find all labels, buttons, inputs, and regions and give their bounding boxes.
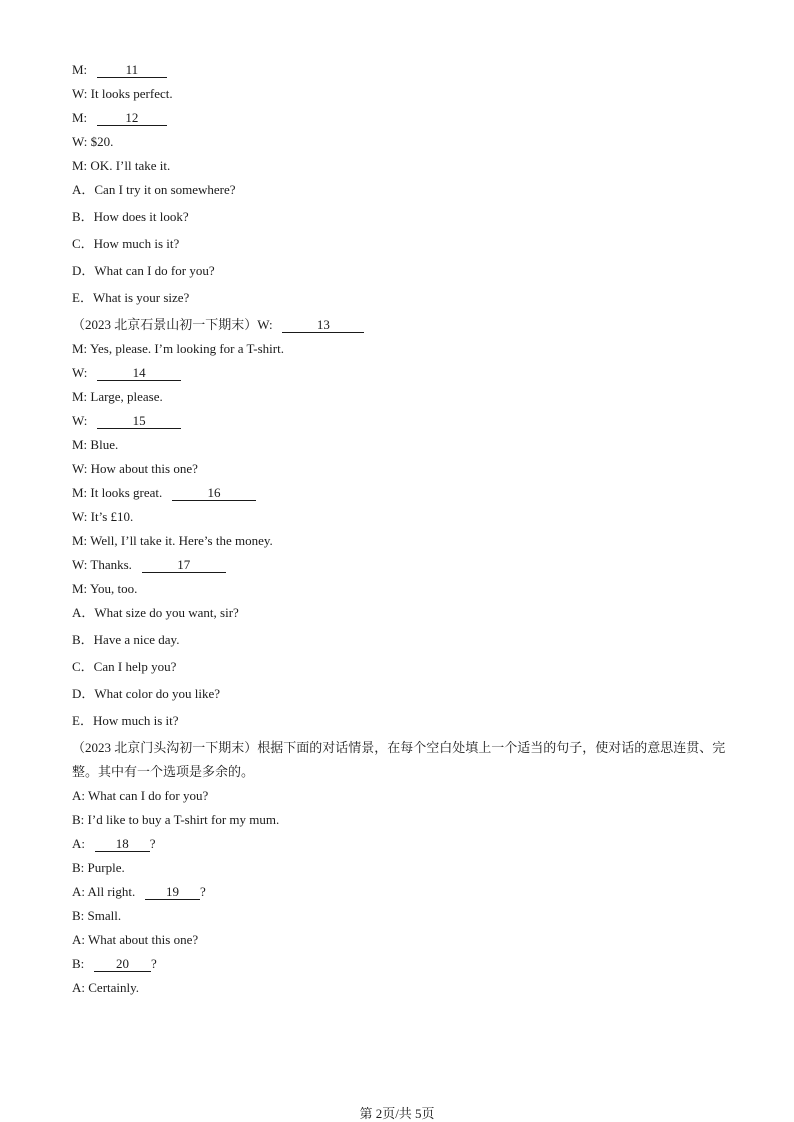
source-label: （2023 北京石景山初一下期末）W: [72, 317, 273, 332]
dialogue-line: W: How about this one? [72, 461, 198, 476]
dialogue-text: M: It looks great. [72, 485, 163, 500]
document-body [72, 62, 732, 1004]
dialogue-line: B: I’d like to buy a T-shirt for my mum. [72, 812, 280, 827]
dialogue-line [72, 884, 732, 908]
blank-17: 17 [142, 558, 226, 573]
dialogue-line: M: Well, I’ll take it. Here’s the money. [72, 533, 273, 548]
dialogue-line: M: You, too. [72, 581, 138, 596]
dialogue-line: M: Blue. [72, 437, 119, 452]
page-number: 第 2页/共 5页 [359, 1106, 435, 1121]
dialogue-line: W: $20. [72, 134, 114, 149]
dialogue-line [72, 365, 732, 389]
option-c: C．Can I help you? [72, 659, 177, 674]
blank-11: 11 [97, 63, 167, 78]
option-b: B．How does it look? [72, 209, 189, 224]
question-mark: ? [199, 884, 206, 899]
dialogue-line [72, 110, 732, 134]
question-mark: ? [149, 836, 156, 851]
option-c: C．How much is it? [72, 236, 180, 251]
question-mark: ? [151, 956, 157, 971]
dialogue-line: A: What can I do for you? [72, 788, 209, 803]
option-b: B．Have a nice day. [72, 632, 180, 647]
blank-14: 14 [97, 366, 181, 381]
dialogue-line: M: OK. I’ll take it. [72, 158, 171, 173]
dialogue-line [72, 836, 732, 860]
dialogue-line [72, 956, 732, 980]
blank-12: 12 [97, 111, 167, 126]
dialogue-text: A: All right. [72, 884, 136, 899]
option-e: E．How much is it? [72, 713, 179, 728]
option-d: D．What can I do for you? [72, 263, 215, 278]
option-a: A．What size do you want, sir? [72, 605, 239, 620]
speaker-label: A: [72, 836, 85, 851]
blank-18: 18 [95, 837, 150, 852]
speaker-label: M: [72, 62, 88, 77]
blank-16: 16 [172, 486, 256, 501]
speaker-label: M: [72, 110, 88, 125]
blank-13: 13 [282, 318, 364, 333]
dialogue-line: A: What about this one? [72, 932, 199, 947]
option-d: D．What color do you like? [72, 686, 221, 701]
speaker-label: W: [72, 365, 88, 380]
speaker-label: B: [72, 956, 85, 971]
dialogue-line [72, 317, 732, 341]
dialogue-line: B: Purple. [72, 860, 125, 875]
dialogue-line [72, 485, 732, 509]
dialogue-line [72, 62, 732, 86]
dialogue-text: W: Thanks. [72, 557, 132, 572]
dialogue-line: A: Certainly. [72, 980, 140, 995]
dialogue-line: W: It’s £10. [72, 509, 134, 524]
dialogue-line: W: It looks perfect. [72, 86, 173, 101]
dialogue-line: M: Large, please. [72, 389, 163, 404]
blank-19: 19 [145, 885, 200, 900]
dialogue-line: B: Small. [72, 908, 122, 923]
dialogue-line [72, 557, 732, 581]
dialogue-line [72, 413, 732, 437]
option-a: A．Can I try it on somewhere? [72, 182, 236, 197]
blank-20: 20 [94, 957, 151, 972]
option-e: E．What is your size? [72, 290, 190, 305]
section-instructions: （2023 北京门头沟初一下期末）根据下面的对话情景，在每个空白处填上一个适当的句子，使对话的意思连贯、完整。其中有一个选项是多余的。 [72, 740, 726, 779]
dialogue-line: M: Yes, please. I’m looking for a T-shirt. [72, 341, 284, 356]
blank-15: 15 [97, 414, 181, 429]
speaker-label: W: [72, 413, 88, 428]
